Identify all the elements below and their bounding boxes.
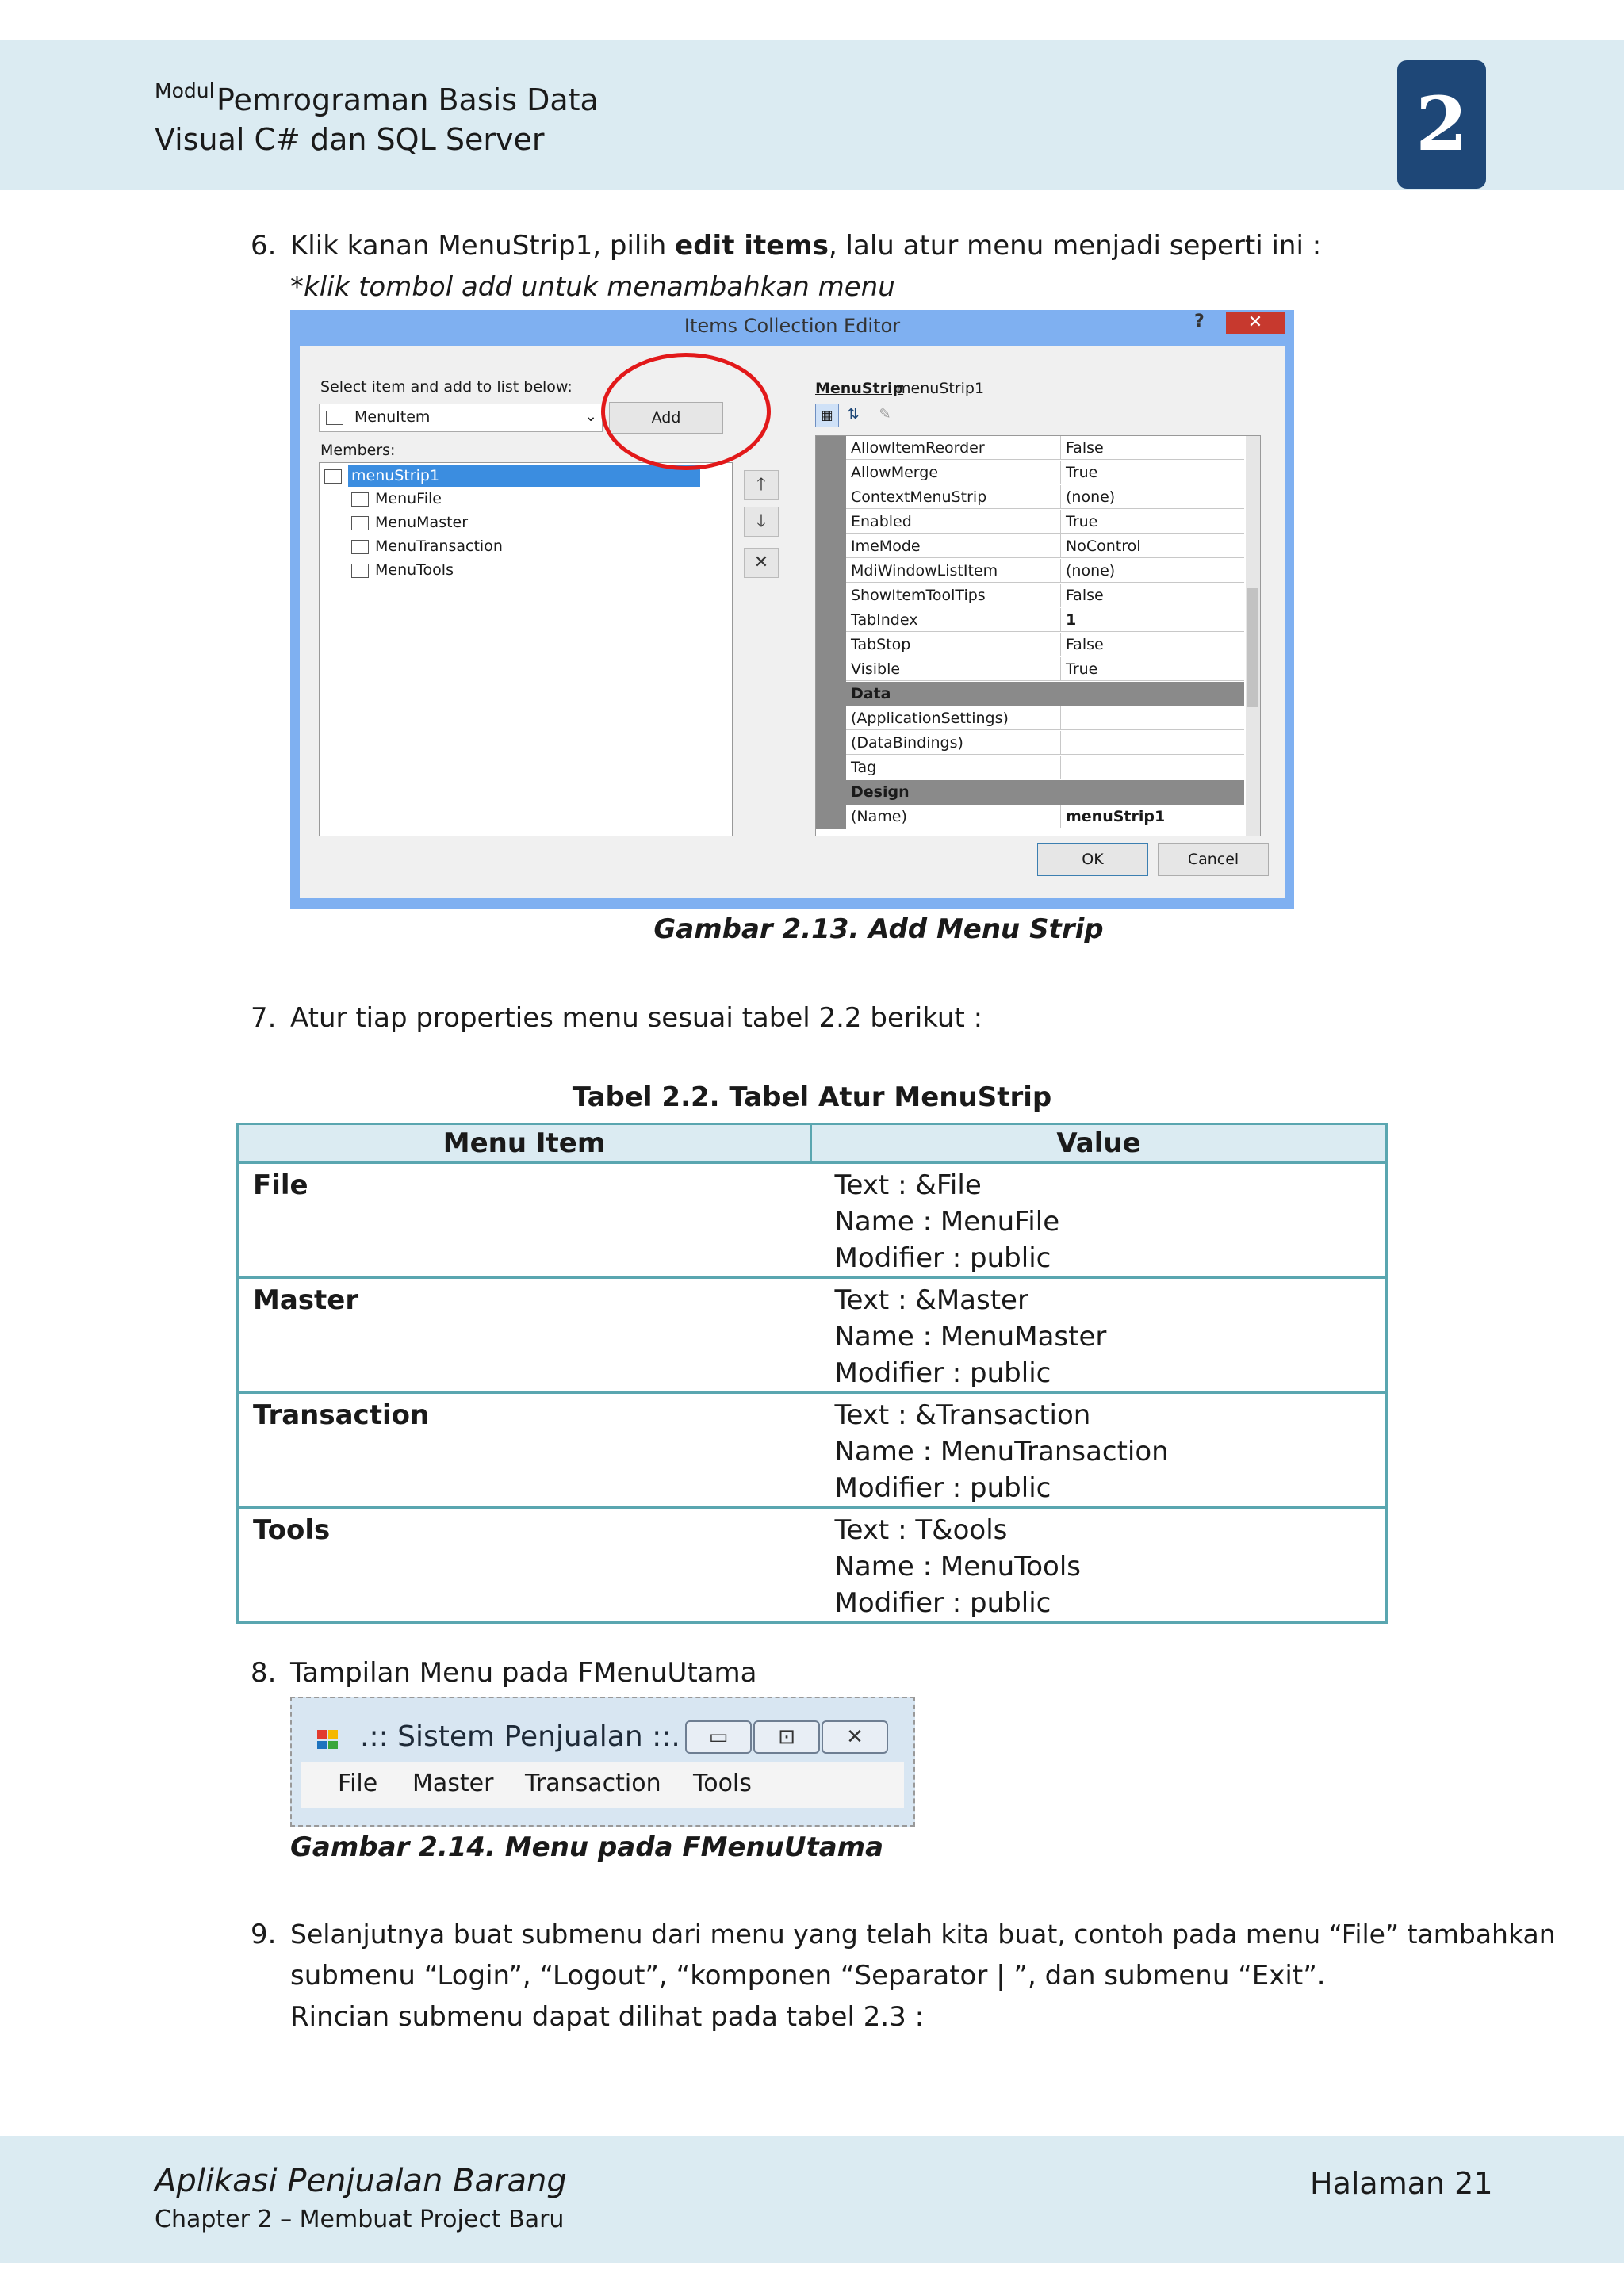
step-9-line-1: Selanjutnya buat submenu dari menu yang telah kita buat, contoh pada menu “File” tambahkan [290,1919,1556,1950]
menu-item-icon [351,540,369,554]
property-row[interactable] [816,731,1244,756]
property-row[interactable] [816,485,1244,510]
menu-master[interactable]: Master [412,1770,494,1797]
help-icon[interactable]: ? [1194,312,1205,331]
close-button[interactable]: ✕ [1226,312,1285,334]
step-text-bold: edit items [675,230,829,262]
property-name: (DataBindings) [846,731,1060,755]
cancel-button[interactable]: Cancel [1158,843,1269,876]
property-grid[interactable] [815,435,1261,836]
step-text: Tampilan Menu pada FMenuUtama [290,1657,757,1689]
figure-caption: Gambar 2.13. Add Menu Strip [653,913,1104,945]
menu-strip-icon [324,469,342,484]
property-name: TabStop [846,633,1060,656]
menu-item-cell: Transaction [238,1393,811,1508]
property-row[interactable] [816,756,1244,780]
property-gutter [816,780,846,805]
property-gutter [816,485,846,510]
property-value[interactable]: NoControl [1060,534,1244,558]
scrollbar[interactable] [1246,436,1260,836]
menu-item-cell: File [238,1163,811,1278]
property-object-name: menuStrip1 [896,380,985,397]
value-line: Name : MenuTools [834,1551,1081,1582]
member-label: MenuTransaction [375,538,503,555]
property-value[interactable]: False [1060,436,1244,460]
value-line: Modifier : public [834,1242,1051,1274]
property-value[interactable]: False [1060,584,1244,607]
menustrip-table [236,1123,1388,1624]
value-line: Text : &Transaction [834,1399,1091,1431]
step-number: 7. [251,1002,277,1034]
property-row[interactable] [816,510,1244,534]
value-line: Name : MenuMaster [834,1321,1107,1353]
property-value[interactable]: False [1060,633,1244,656]
table-header-row [238,1124,1387,1163]
property-name: ShowItemToolTips [846,584,1060,607]
property-row[interactable] [816,534,1244,559]
property-value[interactable] [1060,756,1244,779]
table-title: Tabel 2.2. Tabel Atur MenuStrip [572,1081,1052,1113]
value-cell [811,1508,1387,1623]
property-type-label: MenuStrip [815,380,904,397]
ok-button[interactable]: OK [1037,843,1148,876]
property-name: Data [851,685,891,702]
step-number: 6. [251,230,277,262]
property-category-row[interactable] [816,682,1244,706]
property-gutter [816,510,846,534]
property-category-row[interactable] [816,780,1244,805]
list-item[interactable] [351,535,503,557]
list-item[interactable] [351,488,442,510]
value-line: Name : MenuFile [834,1206,1060,1238]
property-name: Tag [846,756,1060,779]
property-row[interactable] [816,436,1244,461]
property-name: (Name) [846,805,1060,828]
list-item[interactable] [351,559,454,581]
figure-caption: Gambar 2.14. Menu pada FMenuUtama [290,1831,884,1863]
alphabetical-icon[interactable]: ⇅ [847,406,860,423]
property-value[interactable]: True [1060,461,1244,484]
delete-button[interactable]: ✕ [744,548,779,578]
property-gutter [816,682,846,706]
highlight-circle [601,353,771,470]
property-gutter [816,805,846,829]
step-number: 8. [251,1657,277,1689]
scrollbar-thumb[interactable] [1247,588,1258,707]
property-gutter [816,633,846,657]
property-value[interactable] [1060,706,1244,730]
property-value[interactable]: menuStrip1 [1060,805,1244,828]
footer-chapter: Chapter 2 – Membuat Project Baru [155,2206,565,2233]
property-name: AllowMerge [846,461,1060,484]
minimize-button[interactable]: ▭ [685,1720,752,1754]
app-icon [316,1727,341,1751]
combo-value: MenuItem [354,408,431,426]
property-row[interactable] [816,657,1244,682]
property-gutter [816,559,846,584]
property-gutter [816,706,846,731]
property-value[interactable]: True [1060,510,1244,534]
table-row [238,1508,1387,1623]
menu-item-icon [351,564,369,578]
move-down-button[interactable]: 🡓 [744,507,779,537]
menu-bar [301,1762,904,1808]
move-up-button[interactable]: 🡑 [744,470,779,500]
menu-item-cell: Master [238,1278,811,1393]
step-number: 9. [251,1919,277,1950]
items-collection-editor-dialog [290,310,1294,909]
property-name: Enabled [846,510,1060,534]
property-value[interactable]: (none) [1060,559,1244,583]
property-row[interactable] [816,633,1244,657]
member-label: MenuMaster [375,514,469,531]
property-gutter [816,731,846,756]
value-line: Modifier : public [834,1472,1051,1504]
property-gutter [816,461,846,485]
value-line: Modifier : public [834,1357,1051,1389]
table-row [238,1393,1387,1508]
window-title: .:: Sistem Penjualan ::. [360,1720,680,1753]
categorized-icon[interactable]: ▦ [815,404,839,427]
modul-label: Modul [155,79,215,102]
property-name: Design [851,783,910,801]
property-row[interactable] [816,805,1244,829]
property-name: AllowItemReorder [846,436,1060,460]
chevron-down-icon: ⌄ [584,408,597,425]
step-9-line-3: Rincian submenu dapat dilihat pada tabel 2.3 : [290,2001,925,2033]
property-name: Visible [846,657,1060,681]
property-value[interactable] [1060,731,1244,755]
property-row[interactable] [816,608,1244,633]
maximize-button[interactable]: ⊡ [753,1720,820,1754]
step-text-part: Klik kanan MenuStrip1, pilih [290,230,676,262]
menu-file[interactable]: File [338,1770,378,1797]
value-line: Text : &File [834,1169,982,1201]
property-gutter [816,584,846,608]
dialog-title: Items Collection Editor [684,315,901,337]
property-pages-icon[interactable]: ✎ [879,406,891,423]
property-gutter [816,756,846,780]
property-value[interactable]: True [1060,657,1244,681]
property-gutter [816,534,846,559]
column-header: Value [811,1124,1387,1163]
property-value[interactable]: (none) [1060,485,1244,509]
menu-item-icon [351,492,369,507]
footer-title: Aplikasi Penjualan Barang [155,2163,567,2199]
step-text: Atur tiap properties menu sesuai tabel 2.2 berikut : [290,1002,983,1034]
dialog-body [300,346,1285,898]
member-label: MenuFile [375,490,442,507]
item-type-combo[interactable] [319,404,603,432]
step-6-note: *klik tombol add untuk menambahkan menu [290,271,895,303]
property-name: MdiWindowListItem [846,559,1060,583]
menu-item-cell: Tools [238,1508,811,1623]
property-value[interactable]: 1 [1060,608,1244,632]
fmenuutama-window [290,1697,915,1827]
property-name: TabIndex [846,608,1060,632]
property-row[interactable] [816,706,1244,731]
property-name: ImeMode [846,534,1060,558]
value-cell [811,1278,1387,1393]
members-list[interactable] [319,462,733,836]
value-cell [811,1163,1387,1278]
module-title-line1: Pemrograman Basis Data [216,82,599,117]
members-label: Members: [320,442,396,459]
select-item-label: Select item and add to list below: [320,378,573,396]
menu-transaction[interactable]: Transaction [525,1770,661,1797]
close-button[interactable]: ✕ [822,1720,888,1754]
add-button[interactable]: Add [609,402,723,434]
value-line: Name : MenuTransaction [834,1436,1169,1468]
menu-tools[interactable]: Tools [693,1770,752,1797]
chapter-badge: 2 [1397,60,1486,189]
value-line: Text : T&ools [834,1514,1008,1546]
menu-item-icon [326,411,343,425]
property-row[interactable] [816,584,1244,608]
list-item[interactable] [351,511,468,534]
member-label: MenuTools [375,561,454,579]
module-title-line2: Visual C# dan SQL Server [155,122,545,157]
list-item[interactable] [324,465,700,487]
menu-item-icon [351,516,369,530]
table-row [238,1163,1387,1278]
value-cell [811,1393,1387,1508]
step-9-line-2: submenu “Login”, “Logout”, “komponen “Separator | ”, dan submenu “Exit”. [290,1960,1326,1992]
property-gutter [816,657,846,682]
property-gutter [816,608,846,633]
member-label: menuStrip1 [348,465,700,487]
property-row[interactable] [816,559,1244,584]
step-text [290,225,1321,266]
property-name: ContextMenuStrip [846,485,1060,509]
property-gutter [816,436,846,461]
value-line: Text : &Master [834,1284,1028,1316]
step-text-part: , lalu atur menu menjadi seperti ini : [828,230,1322,262]
column-header: Menu Item [238,1124,811,1163]
property-row[interactable] [816,461,1244,485]
table-row [238,1278,1387,1393]
page-number: Halaman 21 [1310,2166,1493,2201]
property-name: (ApplicationSettings) [846,706,1060,730]
value-line: Modifier : public [834,1587,1051,1619]
